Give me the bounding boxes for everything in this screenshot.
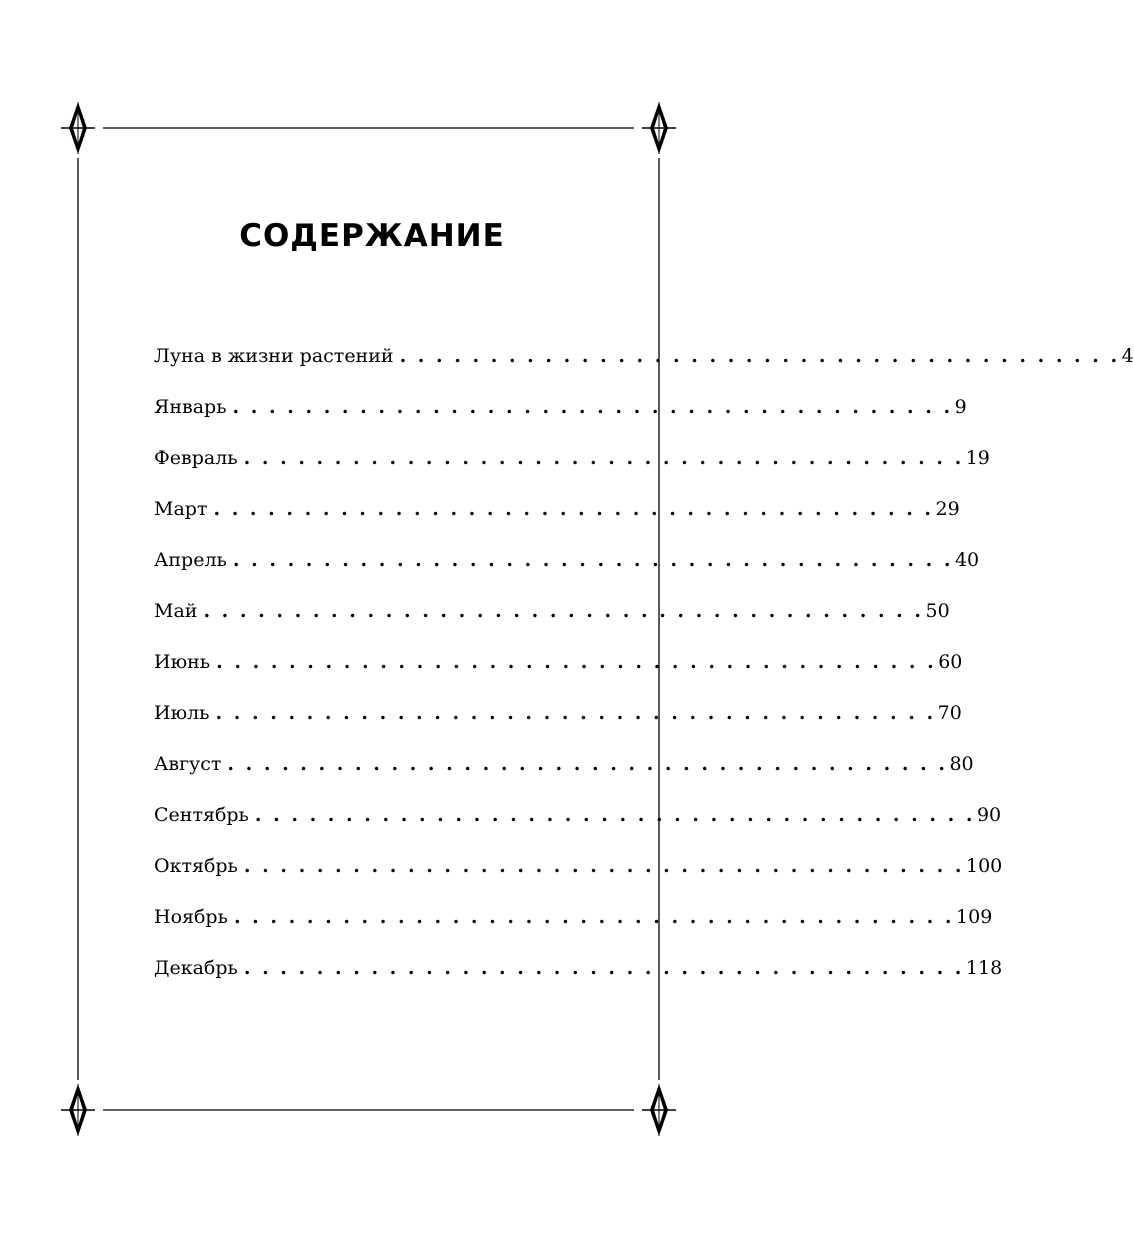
toc-entry-page: 80 — [949, 753, 974, 775]
toc-entry-page: 109 — [956, 906, 993, 928]
dot-leader: . . . . . . . . . . . . . . . . . . . . . . . . . . . . . . . . . . . . . . . . — [254, 804, 975, 826]
dot-leader: . . . . . . . . . . . . . . . . . . . . . . . . . . . . . . . . . . . . . . . . — [399, 345, 1120, 367]
dot-leader: . . . . . . . . . . . . . . . . . . . . . . . . . . . . . . . . . . . . . . . . — [233, 906, 955, 928]
dot-leader: . . . . . . . . . . . . . . . . . . . . . . . . . . . . . . . . . . . . . . . . — [227, 753, 948, 775]
toc-entry[interactable] — [154, 695, 962, 746]
toc-entry-page: 50 — [925, 600, 950, 622]
page-title: СОДЕРЖАНИЕ — [239, 218, 505, 254]
dot-leader: . . . . . . . . . . . . . . . . . . . . . . . . . . . . . . . . . . . . . . . . — [216, 651, 937, 673]
toc-entry-title: Март — [154, 498, 208, 520]
dot-leader: . . . . . . . . . . . . . . . . . . . . . . . . . . . . . . . . . . . . . . . . — [243, 855, 964, 877]
toc-entry-page: 100 — [965, 855, 1003, 877]
toc-entry-title: Август — [154, 753, 222, 775]
dot-leader: . . . . . . . . . . . . . . . . . . . . . . . . . . . . . . . . . . . . . . . . — [215, 702, 936, 724]
toc-entry-title: Ноябрь — [154, 906, 228, 928]
toc-entry[interactable] — [154, 491, 960, 542]
toc-entry-title: Сентябрь — [154, 804, 249, 826]
dot-leader: . . . . . . . . . . . . . . . . . . . . . . . . . . . . . . . . . . . . . . . . — [232, 549, 953, 571]
toc-entry[interactable] — [154, 338, 1134, 389]
toc-entry[interactable] — [154, 389, 967, 440]
toc-entry-title: Декабрь — [154, 957, 238, 979]
toc-entry[interactable] — [154, 542, 980, 593]
toc-entry-title: Июль — [154, 702, 210, 724]
toc-entry-page: 9 — [954, 396, 967, 418]
table-of-contents — [154, 338, 1134, 1001]
dot-leader: . . . . . . . . . . . . . . . . . . . . . . . . . . . . . . . . . . . . . . . . — [213, 498, 934, 520]
toc-entry[interactable] — [154, 644, 963, 695]
toc-entry-title: Луна в жизни растений — [154, 345, 394, 367]
toc-entry-title: Июнь — [154, 651, 211, 673]
dot-leader: . . . . . . . . . . . . . . . . . . . . . . . . . . . . . . . . . . . . . . . . — [243, 957, 964, 979]
dot-leader: . . . . . . . . . . . . . . . . . . . . . . . . . . . . . . . . . . . . . . . . — [232, 396, 953, 418]
toc-entry-page: 60 — [938, 651, 963, 673]
toc-entry-page: 118 — [965, 957, 1003, 979]
toc-entry[interactable] — [154, 899, 993, 950]
toc-entry-page: 29 — [935, 498, 960, 520]
ornament-bottom-right-icon — [642, 1084, 676, 1136]
toc-entry[interactable] — [154, 950, 1003, 1001]
toc-entry-title: Май — [154, 600, 198, 622]
toc-entry[interactable] — [154, 746, 974, 797]
toc-entry[interactable] — [154, 440, 990, 491]
toc-entry-title: Апрель — [154, 549, 227, 571]
toc-entry-page: 40 — [954, 549, 980, 571]
ornament-bottom-left-icon — [61, 1084, 95, 1136]
toc-entry-page: 19 — [965, 447, 990, 469]
ornament-top-right-icon — [642, 102, 676, 154]
toc-entry-title: Февраль — [154, 447, 238, 469]
ornament-top-left-icon — [61, 102, 95, 154]
toc-entry-title: Январь — [154, 396, 227, 418]
dot-leader: . . . . . . . . . . . . . . . . . . . . . . . . . . . . . . . . . . . . . . . . — [243, 447, 964, 469]
toc-entry[interactable] — [154, 797, 1002, 848]
toc-entry-title: Октябрь — [154, 855, 238, 877]
toc-entry[interactable] — [154, 848, 1003, 899]
toc-entry-page: 90 — [976, 804, 1002, 826]
dot-leader: . . . . . . . . . . . . . . . . . . . . . . . . . . . . . . . . . . . . . . . . — [203, 600, 924, 622]
toc-entry-page: 4 — [1121, 345, 1134, 367]
toc-entry-page: 70 — [937, 702, 962, 724]
toc-entry[interactable] — [154, 593, 950, 644]
